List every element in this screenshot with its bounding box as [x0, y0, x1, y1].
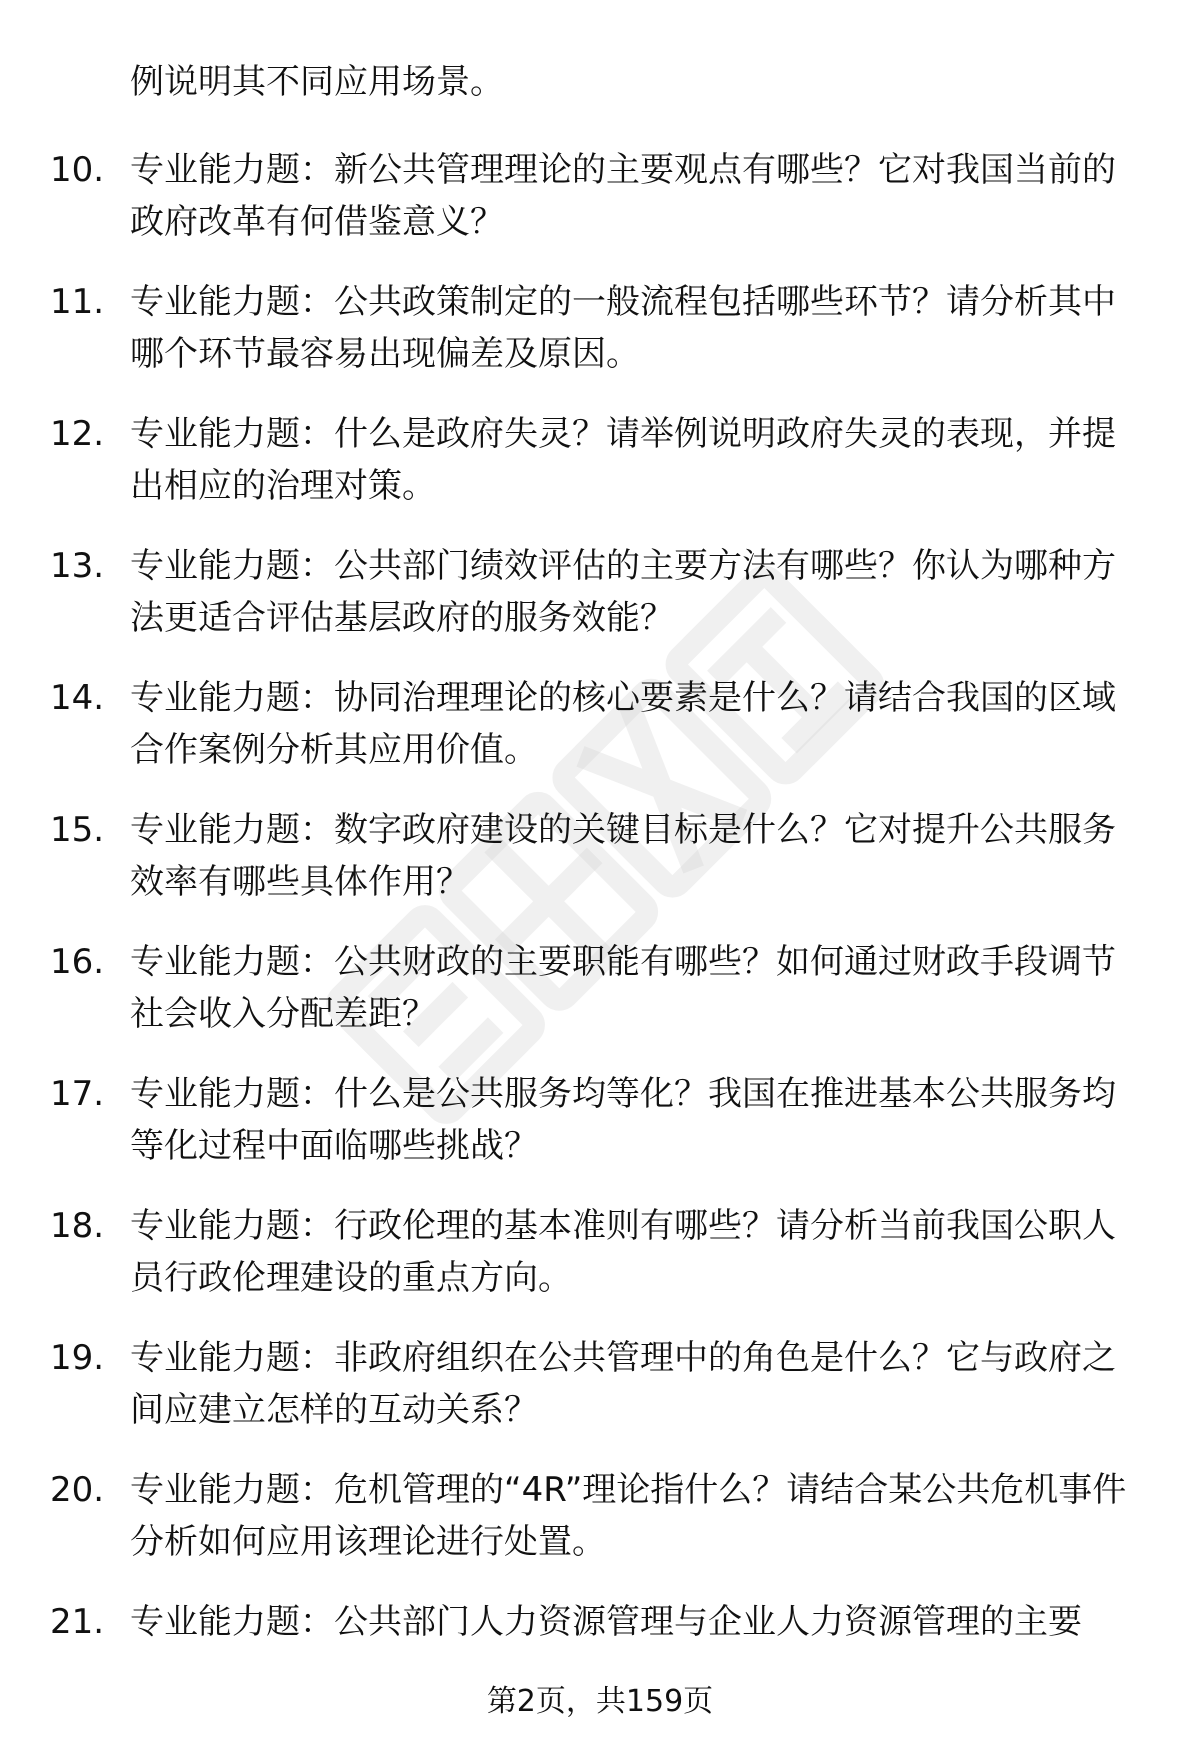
- question-number: 10.: [50, 150, 105, 190]
- question-number: 21.: [50, 1602, 105, 1642]
- question-number: 17.: [50, 1074, 105, 1114]
- question-item-18: [0, 1200, 1200, 1332]
- question-number: 19.: [50, 1338, 105, 1378]
- question-number: 15.: [50, 810, 105, 850]
- question-text: 专业能力题：公共部门绩效评估的主要方法有哪些？你认为哪种方法更适合评估基层政府的服务效能？: [130, 546, 1116, 638]
- question-text: 专业能力题：数字政府建设的关键目标是什么？它对提升公共服务效率有哪些具体作用？: [130, 810, 1116, 902]
- question-item-15: [0, 804, 1200, 936]
- question-number: 18.: [50, 1206, 105, 1246]
- question-item-10: [0, 144, 1200, 276]
- question-item-12: [0, 408, 1200, 540]
- question-text: 专业能力题：公共政策制定的一般流程包括哪些环节？请分析其中哪个环节最容易出现偏差及原因。: [130, 282, 1116, 374]
- question-list: [0, 144, 1200, 1728]
- question-item-11: [0, 276, 1200, 408]
- question-text: 专业能力题：什么是公共服务均等化？我国在推进基本公共服务均等化过程中面临哪些挑战？: [130, 1074, 1116, 1166]
- question-item-16: [0, 936, 1200, 1068]
- question-number: 16.: [50, 942, 105, 982]
- continuation-text: 例说明其不同应用场景。: [130, 62, 504, 102]
- question-text: 专业能力题：非政府组织在公共管理中的角色是什么？它与政府之间应建立怎样的互动关系？: [130, 1338, 1116, 1430]
- question-item-17: [0, 1068, 1200, 1200]
- question-item-14: [0, 672, 1200, 804]
- question-text: 专业能力题：行政伦理的基本准则有哪些？请分析当前我国公职人员行政伦理建设的重点方向。: [130, 1206, 1116, 1298]
- question-number: 13.: [50, 546, 105, 586]
- question-number: 12.: [50, 414, 105, 454]
- question-item-13: [0, 540, 1200, 672]
- question-text: 专业能力题：新公共管理理论的主要观点有哪些？它对我国当前的政府改革有何借鉴意义？: [130, 150, 1116, 242]
- question-number: 11.: [50, 282, 105, 322]
- question-text: 专业能力题：公共财政的主要职能有哪些？如何通过财政手段调节社会收入分配差距？: [130, 942, 1116, 1034]
- page-footer: 第2页，共159页: [486, 1684, 714, 1719]
- question-text: 专业能力题：协同治理理论的核心要素是什么？请结合我国的区域合作案例分析其应用价值。: [130, 678, 1116, 770]
- question-item-20: [0, 1464, 1200, 1596]
- question-text: 专业能力题：什么是政府失灵？请举例说明政府失灵的表现，并提出相应的治理对策。: [130, 414, 1116, 506]
- question-number: 14.: [50, 678, 105, 718]
- question-item-19: [0, 1332, 1200, 1464]
- question-text: 专业能力题：公共部门人力资源管理与企业人力资源管理的主要: [130, 1602, 1082, 1642]
- question-number: 20.: [50, 1470, 105, 1510]
- question-text: 专业能力题：危机管理的“4R”理论指什么？请结合某公共危机事件分析如何应用该理论进行处置。: [130, 1470, 1127, 1562]
